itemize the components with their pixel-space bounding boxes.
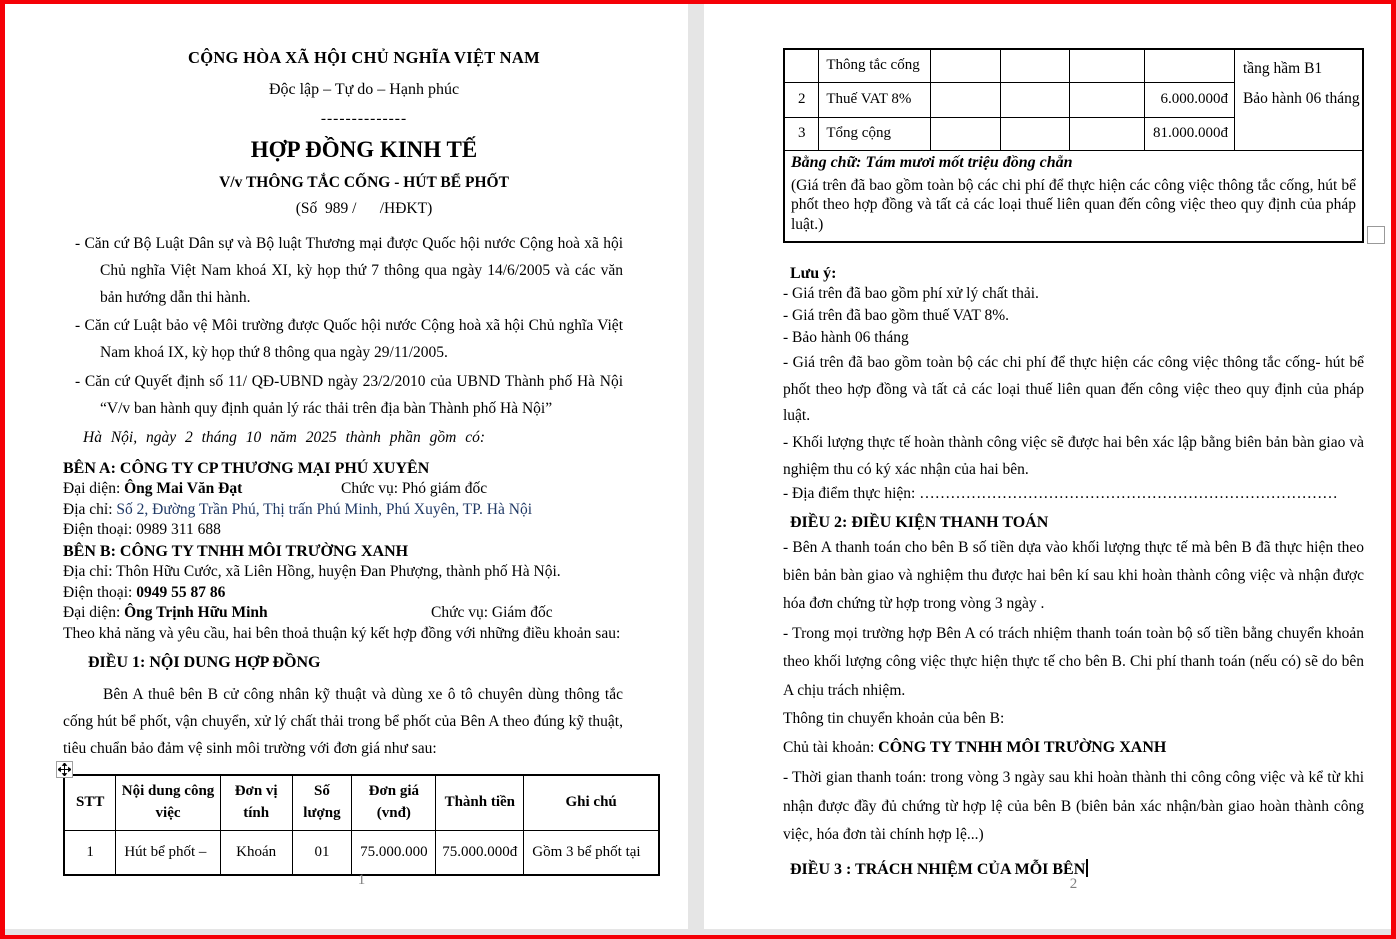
preamble-item: - Căn cứ Quyết định số 11/ QĐ-UBND ngày 23/2/2010 của UBND Thành phố Hà Nội “V/v ban hành quy định quản lý rác thải trên địa bàn Thành phố Hà Nội” — [75, 373, 623, 417]
note-item: - Giá trên đã bao gồm thuế VAT 8%. — [783, 306, 1010, 324]
contract-title: HỢP ĐỒNG KINH TẾ — [250, 137, 478, 162]
article-1-body: Bên A thuê bên B cử công nhân kỹ thuật và dùng xe ô tô chuyên dùng thông tắc cống hút bể phốt, vận chuyển, xử lý chất thải trong bể phốt của Bên A theo đúng kỹ thuật, tiêu chuẩn bảo đảm vệ sinh môi trường với đơn giá như sau: — [63, 686, 623, 757]
cell-work-content: Thông tắc cống — [819, 49, 931, 82]
party-b-address-line: Địa chỉ: Thôn Hữu Cước, xã Liên Hồng, huyện Đan Phượng, thành phố Hà Nội. — [63, 563, 561, 581]
party-a-rep-label: Đại diện: — [63, 479, 121, 497]
party-b-title: BÊN B: CÔNG TY TNHH MÔI TRƯỜNG XANH — [63, 542, 409, 560]
cell-amount: 75.000.000đ — [436, 830, 524, 875]
article-1-heading: ĐIỀU 1: NỘI DUNG HỢP ĐỒNG — [88, 654, 321, 672]
cell-work-content: Thuế VAT 8% — [819, 82, 931, 117]
text-cursor — [1086, 859, 1088, 877]
note-item: - Giá trên đã bao gồm toàn bộ các chi phí để thực hiện các công việc thông tắc cống- hút bể phốt theo hợp đồng và tất cả các loại thuế liên quan đến công việc theo quy định của pháp luật. — [783, 353, 1364, 425]
note-line-2: Bảo hành 06 tháng — [1242, 90, 1360, 108]
cell-stt — [784, 49, 819, 82]
cell-empty — [931, 82, 1001, 117]
table-move-handle[interactable] — [56, 761, 73, 778]
notes-heading: Lưu ý: — [790, 264, 837, 282]
move-cross-icon — [58, 763, 71, 776]
col-header-unit-price: Đơn giá (vnđ) — [352, 775, 436, 830]
cell-stt: 1 — [64, 830, 116, 875]
motto-separator: -------------- — [320, 110, 408, 127]
party-b-rep-name: Ông Trịnh Hữu Minh — [124, 604, 268, 622]
cell-empty — [1070, 82, 1145, 117]
cell-empty — [1070, 49, 1145, 82]
col-header-work-content: Nội dung công việc — [116, 775, 220, 830]
document-page-2 — [704, 4, 1391, 929]
party-a-rep-name: Ông Mai Văn Đạt — [124, 479, 243, 497]
party-a-role: Chức vụ: Phó giám đốc — [341, 479, 488, 497]
preamble-item: - Căn cứ Bộ Luật Dân sự và Bộ luật Thương mại được Quốc hội nước Cộng hoà xã hội Chủ nghĩa Việt Nam khoá XI, kỳ họp thứ 7 thông qua ngày 14/6/2005 và các văn bản hướng dẫn thi hành. — [75, 235, 623, 306]
cell-empty — [1070, 117, 1145, 150]
page-number-1: 1 — [357, 872, 366, 888]
note-item-location: - Địa điểm thực hiện: ……………………………………………………………………… — [783, 485, 1338, 503]
agreement-line: Theo khả năng và yêu cầu, hai bên thoả thuận ký kết hợp đồng với những điều khoản sau: — [63, 624, 621, 642]
party-a-representative-line — [63, 479, 665, 500]
article-2-heading: ĐIỀU 2: ĐIỀU KIỆN THANH TOÁN — [790, 513, 1049, 531]
notes-section — [783, 265, 1364, 506]
party-b-phone-value: 0949 55 87 86 — [136, 583, 226, 601]
account-holder-line — [783, 733, 1364, 762]
price-table-header-row — [64, 775, 659, 830]
cell-work-content: Tổng cộng — [819, 117, 931, 150]
table-row — [64, 830, 659, 875]
cell-amount: 81.000.000đ — [1144, 117, 1234, 150]
date-location-line: Hà Nội, ngày 2 tháng 10 năm 2025 thành phần gồm có: — [83, 428, 486, 446]
price-table-page2 — [783, 48, 1364, 243]
price-note-row — [784, 172, 1363, 242]
cell-empty — [931, 117, 1001, 150]
preamble-section — [63, 231, 665, 423]
document-page-1 — [5, 4, 688, 929]
cell-empty — [1000, 49, 1070, 82]
col-header-note: Ghi chú — [524, 775, 659, 830]
table-row — [784, 49, 1363, 82]
party-b-phone-label: Điện thoại: — [63, 583, 133, 601]
amount-in-words-cell — [784, 150, 1363, 172]
cell-stt: 3 — [784, 117, 819, 150]
col-header-quantity: Số lượng — [292, 775, 352, 830]
cell-empty — [1000, 82, 1070, 117]
price-note: (Giá trên đã bao gồm toàn bộ các chi phí để thực hiện các công việc thông tắc cống, hút bể phốt theo hợp đồng và tất cả các loại thuế liên quan đến công việc theo quy định của pháp luật.) — [791, 176, 1356, 233]
party-a-title: BÊN A: CÔNG TY CP THƯƠNG MẠI PHÚ XUYÊN — [63, 459, 430, 477]
cell-stt: 2 — [784, 82, 819, 117]
cell-empty — [931, 49, 1001, 82]
note-line-1: tầng hầm B1 — [1242, 60, 1323, 77]
cell-note: Gồm 3 bể phốt tại — [524, 830, 659, 875]
page-gutter — [688, 4, 704, 935]
party-b-phone-line — [63, 583, 665, 604]
cell-empty — [1000, 117, 1070, 150]
article-2-paragraph: - Bên A thanh toán cho bên B số tiền dựa vào khối lượng thực tế mà bên B đã thực hiện theo biên bản bàn giao và nghiệm thu được hai bên kí sau khi hoàn thành công việc và nhận được hóa đơn chứng từ hợp trong vòng 3 ngày . — [783, 538, 1364, 613]
article-3-heading-text: ĐIỀU 3 : TRÁCH NHIỆM CỦA MỖI BÊN — [790, 860, 1086, 878]
note-item: - Giá trên đã bao gồm phí xử lý chất thải. — [783, 284, 1039, 302]
party-a-address-value: Số 2, Đường Trần Phú, Thị trấn Phú Minh, Phú Xuyên, TP. Hà Nội — [116, 500, 532, 518]
preamble-item: - Căn cứ Luật bảo vệ Môi trường được Quốc hội nước Cộng hoà xã hội Chủ nghĩa Việt Nam khoá IX, kỳ họp thứ 8 thông qua ngày 29/11/2005. — [75, 317, 623, 362]
account-label: Chủ tài khoản: — [783, 739, 875, 757]
party-a-address-label: Địa chỉ: — [63, 500, 113, 518]
cell-amount: 6.000.000đ — [1144, 82, 1234, 117]
cell-note-merged — [1234, 49, 1363, 150]
amount-in-words: Bằng chữ: Tám mươi mốt triệu đồng chẵn — [791, 153, 1073, 171]
cell-amount — [1144, 49, 1234, 82]
cell-quantity: 01 — [292, 830, 352, 875]
col-header-amount: Thành tiền — [436, 775, 524, 830]
cell-unit: Khoán — [220, 830, 292, 875]
col-header-unit: Đơn vị tính — [220, 775, 292, 830]
account-name: CÔNG TY TNHH MÔI TRƯỜNG XANH — [878, 739, 1167, 757]
payment-time-paragraph: - Thời gian thanh toán: trong vòng 3 ngày sau khi hoàn thành thi công công việc và kể từ khi nhận được đầy đủ chứng từ hợp lệ của bên B (biên bản xác nhận/bàn giao hoàn thành công việc, hóa đơn tài chính hợp lệ...) — [783, 769, 1364, 843]
transfer-info-line: Thông tin chuyển khoản của bên B: — [783, 709, 1005, 727]
national-motto-line2: Độc lập – Tự do – Hạnh phúc — [268, 81, 460, 98]
contract-number: (Số 989 / /HĐKT) — [295, 200, 433, 217]
party-b-representative-line — [63, 603, 665, 624]
cell-work-content: Hút bể phốt – — [116, 830, 220, 875]
cell-unit-price: 75.000.000 — [352, 830, 436, 875]
amount-in-words-row — [784, 150, 1363, 172]
price-table-page1 — [63, 774, 660, 876]
note-item: - Khối lượng thực tế hoàn thành công việc sẽ được hai bên xác lập bằng biên bản bàn giao và nghiệm thu có ký xác nhận của hai bên. — [783, 433, 1364, 478]
page-number-2: 2 — [1069, 876, 1078, 892]
table-resize-handle[interactable] — [1367, 226, 1385, 244]
national-motto-line1: CỘNG HÒA XÃ HỘI CHỦ NGHĨA VIỆT NAM — [187, 48, 540, 67]
col-header-stt: STT — [64, 775, 116, 830]
parties-section — [63, 458, 665, 645]
note-item: - Bảo hành 06 tháng — [783, 329, 909, 347]
party-a-phone-line: Điện thoại: 0989 311 688 — [63, 521, 221, 539]
party-b-rep-label: Đại diện: — [63, 604, 121, 622]
contract-subtitle: V/v THÔNG TẮC CỐNG - HÚT BỂ PHỐT — [219, 174, 509, 191]
party-a-address-line — [63, 500, 665, 521]
article-2-paragraph: - Trong mọi trường hợp Bên A có trách nhiệm thanh toán toàn bộ số tiền bằng chuyển khoản theo khối lượng công việc thực hiện thực tế cho bên B. Chi phí thanh toán (nếu có) sẽ do bên A chịu trách nhiệm. — [783, 625, 1364, 699]
party-b-role: Chức vụ: Giám đốc — [431, 604, 553, 622]
price-note-cell — [784, 172, 1363, 242]
